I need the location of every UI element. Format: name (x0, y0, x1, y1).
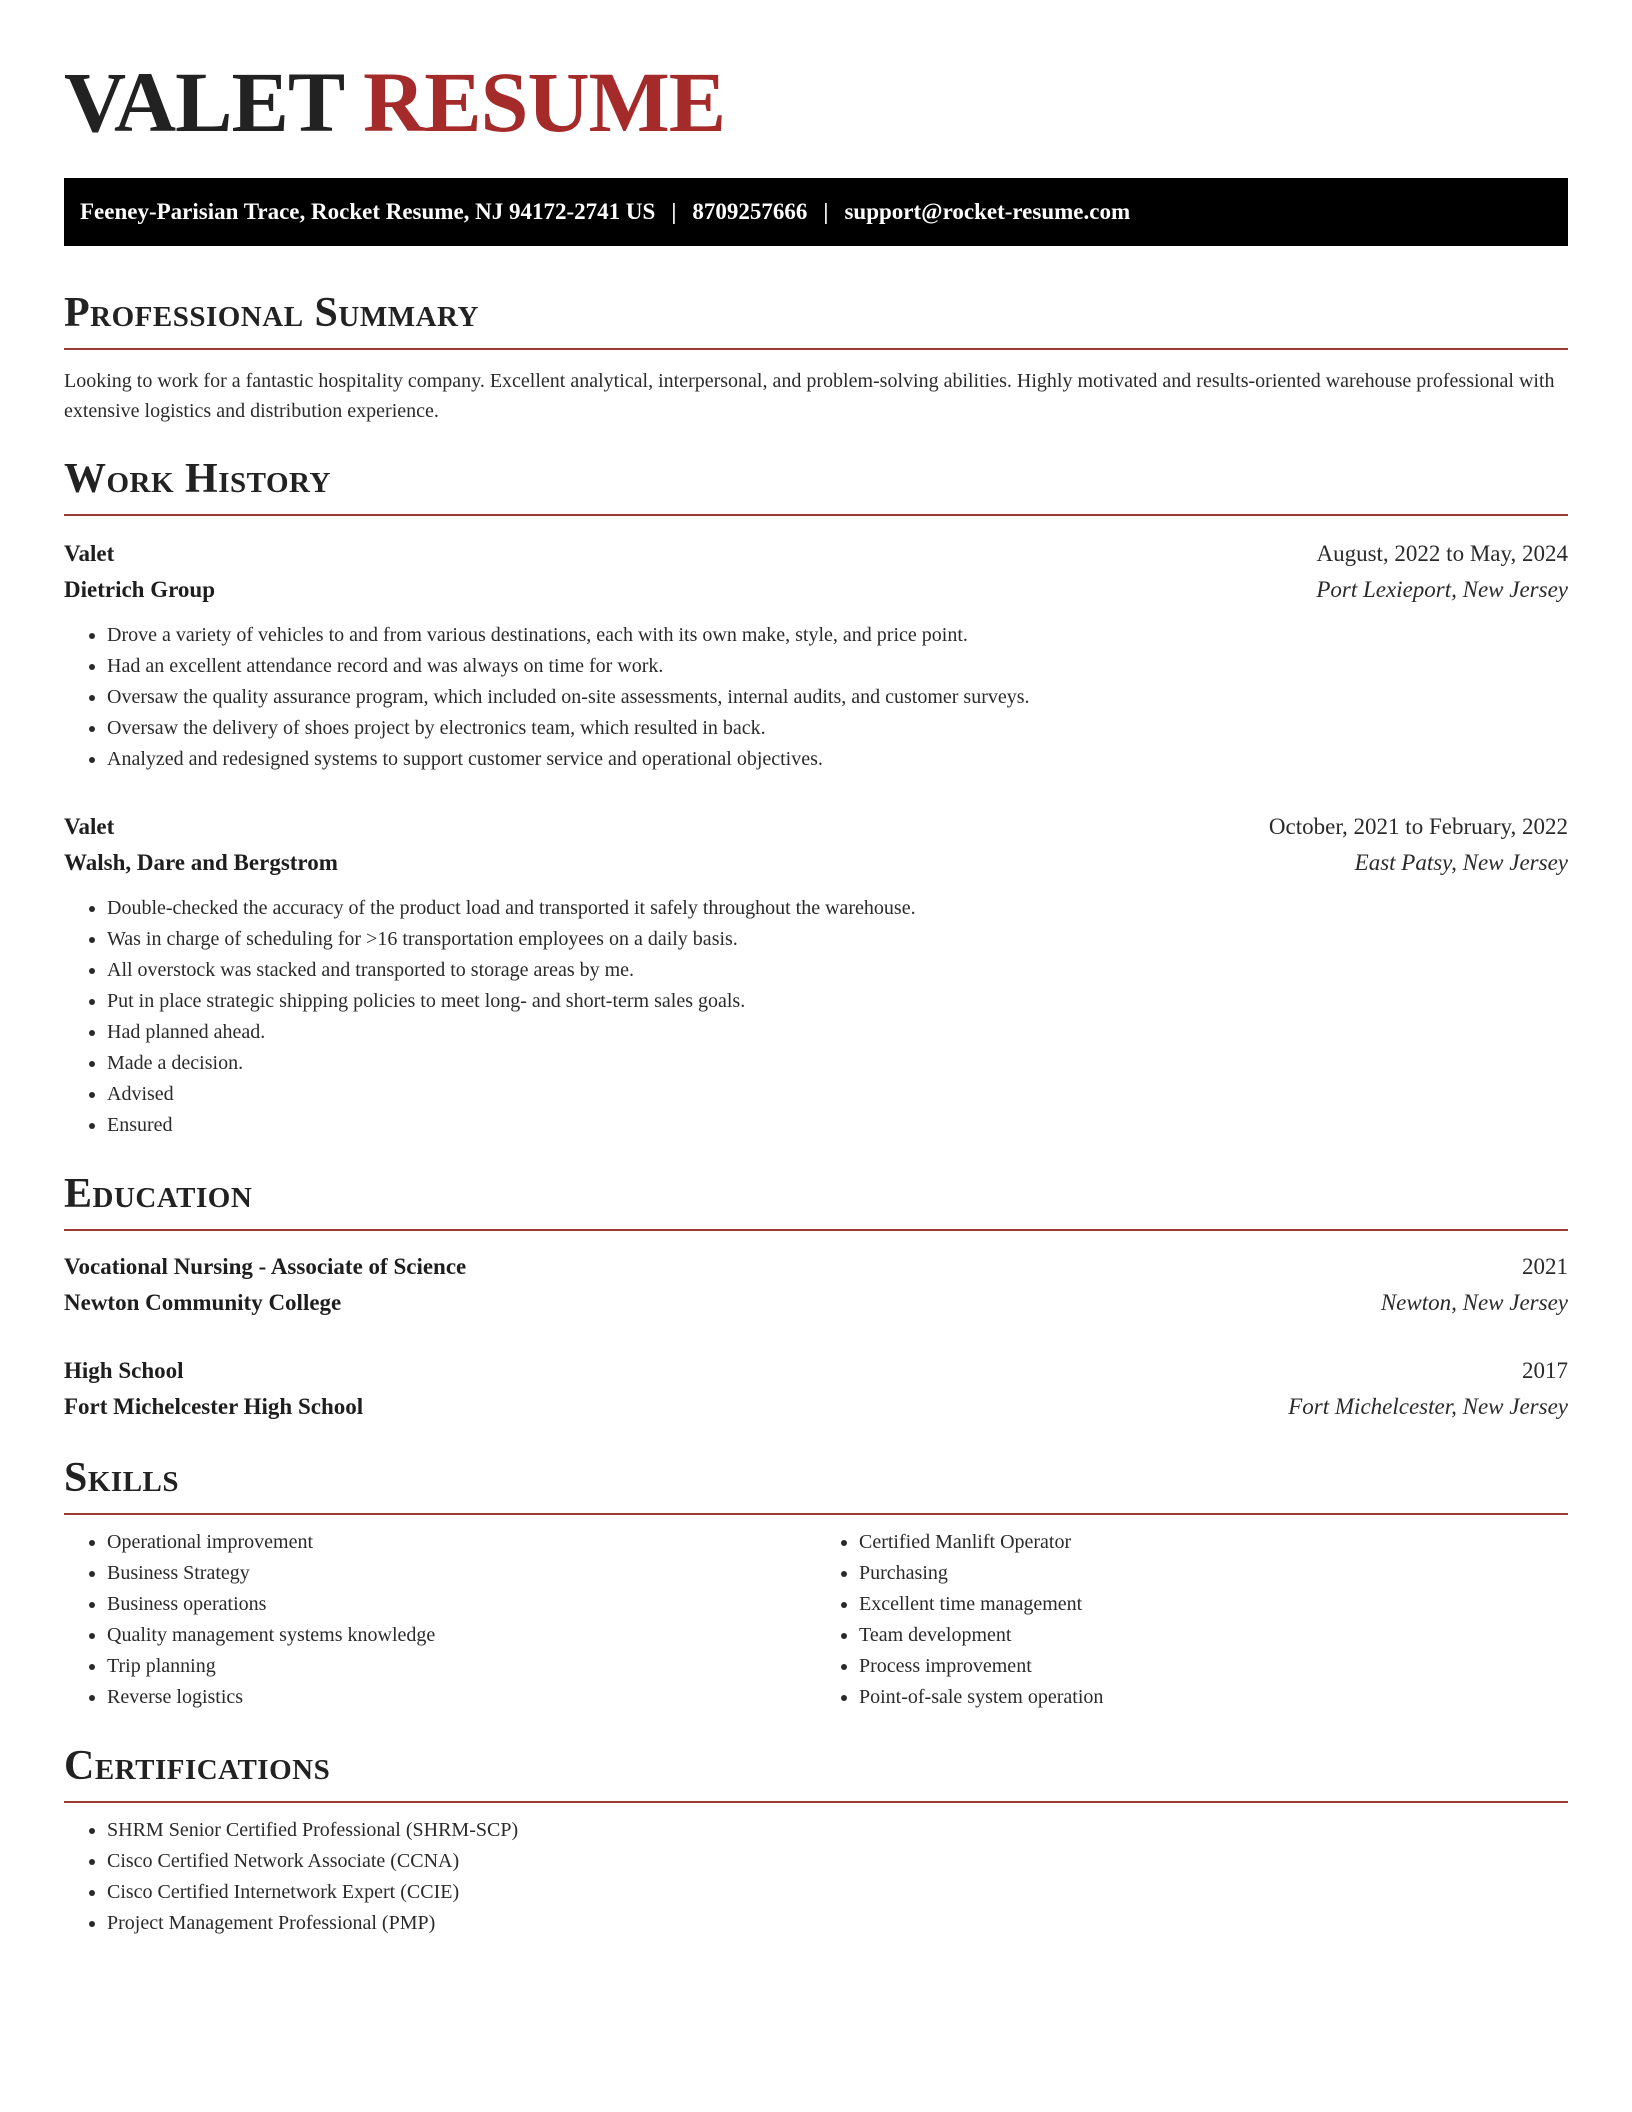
section-title-skills: Skills (64, 1455, 1568, 1515)
job-company-row (64, 845, 1568, 881)
job-company: Walsh, Dare and Bergstrom (64, 850, 338, 875)
education-location: Fort Michelcester, New Jersey (1288, 1394, 1568, 1419)
job-dates: August, 2022 to May, 2024 (1316, 541, 1568, 566)
job-bullets (64, 893, 1568, 1141)
contact-bar (64, 178, 1568, 246)
skill-item: • Trip planning (107, 1651, 816, 1682)
skill-item: • Reverse logistics (107, 1682, 816, 1713)
job-location: East Patsy, New Jersey (1354, 850, 1568, 875)
job-bullet: • Oversaw the quality assurance program, which included on-site assessments, internal audits, and customer surveys. (107, 682, 1568, 713)
job-bullet: • Was in charge of scheduling for >16 transportation employees on a daily basis. (107, 924, 1568, 955)
education-entry (64, 1353, 1568, 1425)
section-title-work-history: Work History (64, 456, 1568, 516)
job-bullet: • Drove a variety of vehicles to and from various destinations, each with its own make, style, and price point. (107, 620, 1568, 651)
education-school-row (64, 1285, 1568, 1321)
skill-item: • Business operations (107, 1589, 816, 1620)
skill-item: • Point-of-sale system operation (859, 1682, 1568, 1713)
job-title: Valet (64, 814, 115, 839)
skill-item: • Excellent time management (859, 1589, 1568, 1620)
job-bullet: • All overstock was stacked and transported to storage areas by me. (107, 955, 1568, 986)
job-bullet: • Analyzed and redesigned systems to support customer service and operational objectives. (107, 744, 1568, 775)
job-company-row (64, 572, 1568, 608)
job-location: Port Lexieport, New Jersey (1316, 577, 1568, 602)
job-bullet: • Double-checked the accuracy of the product load and transported it safely throughout the warehouse. (107, 893, 1568, 924)
skill-item: • Certified Manlift Operator (859, 1527, 1568, 1558)
skill-item: • Business Strategy (107, 1558, 816, 1589)
education-school: Newton Community College (64, 1290, 342, 1315)
contact-separator: | (671, 199, 677, 224)
section-title-education: Education (64, 1171, 1568, 1231)
summary-section (64, 290, 1568, 426)
education-year: 2021 (1522, 1254, 1568, 1279)
title-word-resume: RESUME (363, 54, 726, 150)
certifications-list (64, 1815, 1568, 1939)
job-dates: October, 2021 to February, 2022 (1268, 814, 1568, 839)
contact-phone[interactable]: 8709257666 (692, 199, 808, 224)
skills-section (64, 1455, 1568, 1713)
skill-item: • Team development (859, 1620, 1568, 1651)
job-company: Dietrich Group (64, 577, 215, 602)
skills-list-left (64, 1527, 816, 1713)
certification-item: • Cisco Certified Network Associate (CCNA) (107, 1846, 1568, 1877)
certification-item: • Project Management Professional (PMP) (107, 1908, 1568, 1939)
section-title-certifications: Certifications (64, 1743, 1568, 1803)
summary-text: Looking to work for a fantastic hospitality company. Excellent analytical, interpersonal, and problem-solving abilities. Highly motivated and results-oriented warehouse professional with extensive logistics and distribution experience. (64, 370, 1555, 422)
education-school: Fort Michelcester High School (64, 1394, 364, 1419)
job-title: Valet (64, 541, 115, 566)
certifications-section (64, 1743, 1568, 1939)
section-title-summary: Professional Summary (64, 290, 1568, 350)
education-section (64, 1171, 1568, 1425)
certification-item: • Cisco Certified Internetwork Expert (CCIE) (107, 1877, 1568, 1908)
education-degree: High School (64, 1358, 184, 1383)
job-header-row (64, 809, 1568, 845)
education-degree-row (64, 1249, 1568, 1285)
work-history-section (64, 456, 1568, 1141)
job-entry (64, 809, 1568, 1141)
job-bullet: • Made a decision. (107, 1048, 1568, 1079)
education-entry (64, 1249, 1568, 1321)
skill-item: • Purchasing (859, 1558, 1568, 1589)
job-bullet: • Ensured (107, 1110, 1568, 1141)
skill-item: • Quality management systems knowledge (107, 1620, 816, 1651)
job-bullet: • Had planned ahead. (107, 1017, 1568, 1048)
job-entry (64, 536, 1568, 775)
education-degree: Vocational Nursing - Associate of Science (64, 1254, 467, 1279)
job-bullet: • Put in place strategic shipping policies to meet long- and short-term sales goals. (107, 986, 1568, 1017)
job-header-row (64, 536, 1568, 572)
education-degree-row (64, 1353, 1568, 1389)
education-school-row (64, 1389, 1568, 1425)
resume-title (64, 56, 1568, 148)
skills-list-right (816, 1527, 1568, 1713)
contact-email[interactable]: support@rocket-resume.com (844, 199, 1131, 224)
job-bullet: • Had an excellent attendance record and was always on time for work. (107, 651, 1568, 682)
certification-item: • SHRM Senior Certified Professional (SHRM-SCP) (107, 1815, 1568, 1846)
education-year: 2017 (1522, 1358, 1568, 1383)
education-location: Newton, New Jersey (1380, 1290, 1568, 1315)
job-bullet: • Advised (107, 1079, 1568, 1110)
job-bullet: • Oversaw the delivery of shoes project by electronics team, which resulted in back. (107, 713, 1568, 744)
skill-item: • Process improvement (859, 1651, 1568, 1682)
title-word-job: VALET (64, 54, 343, 150)
skills-grid (64, 1527, 1568, 1713)
skill-item: • Operational improvement (107, 1527, 816, 1558)
contact-separator: | (823, 199, 829, 224)
job-bullets (64, 620, 1568, 775)
contact-address: Feeney-Parisian Trace, Rocket Resume, NJ 94172-2741 US (80, 199, 656, 224)
